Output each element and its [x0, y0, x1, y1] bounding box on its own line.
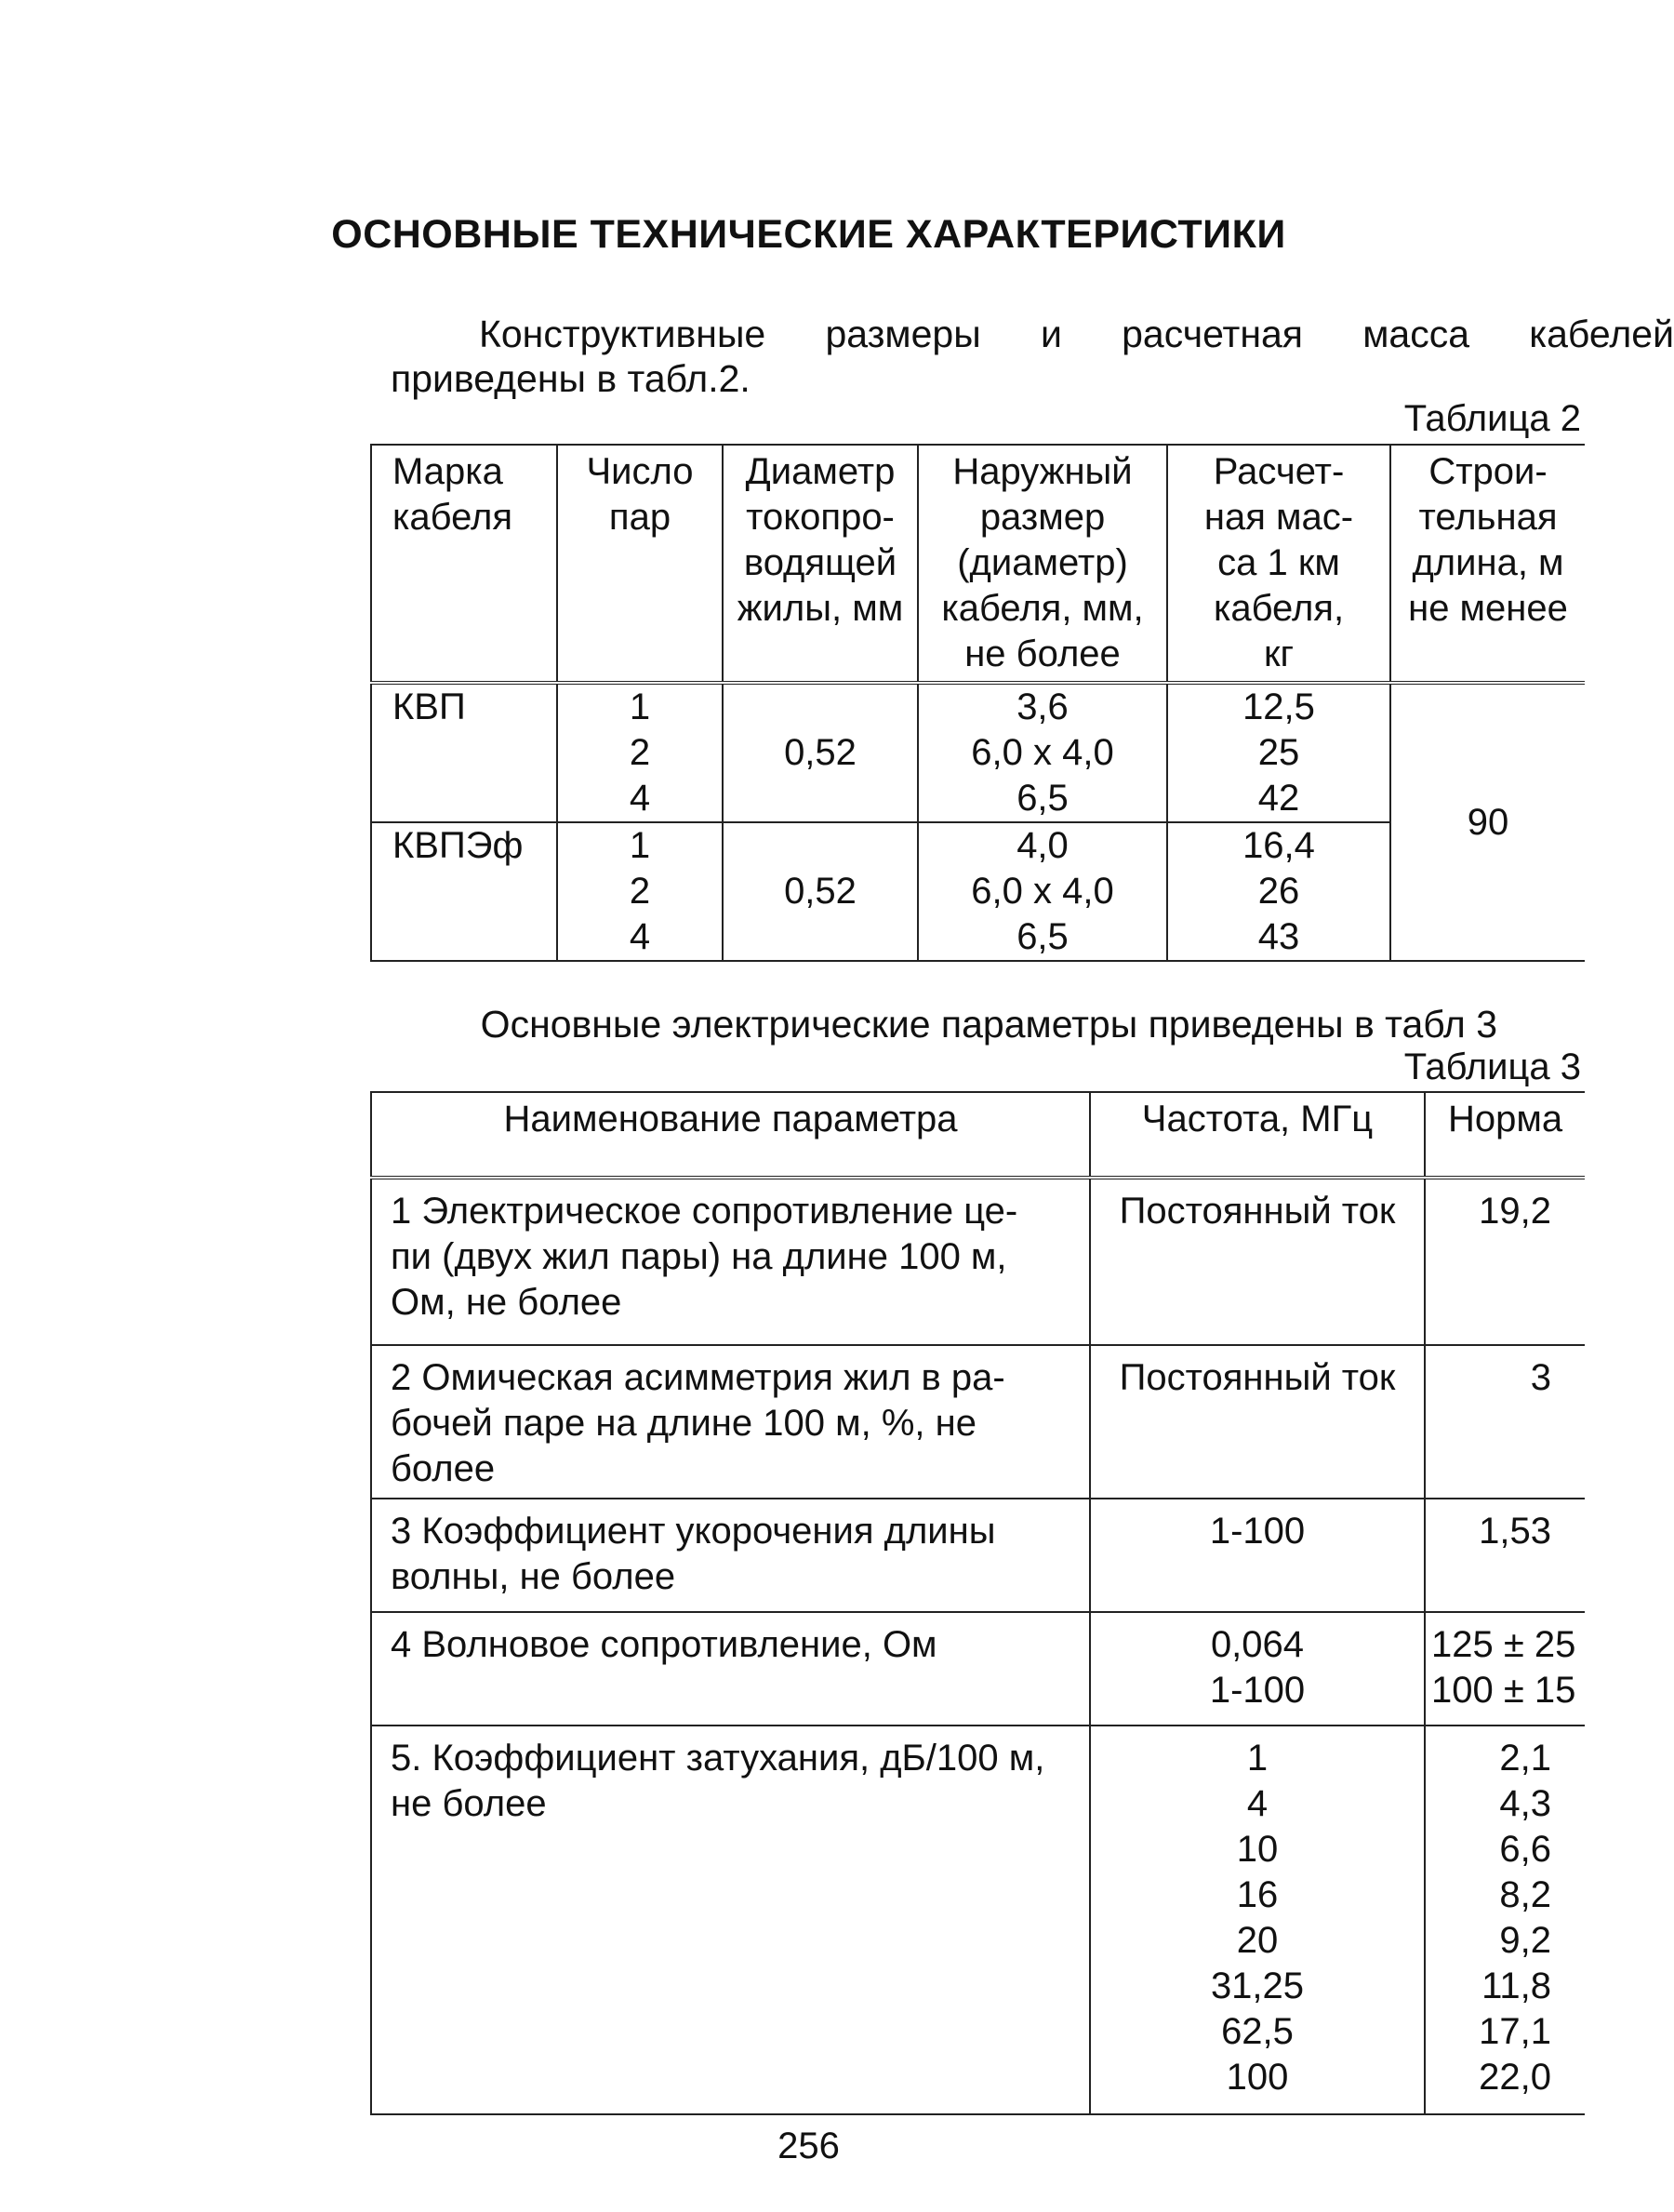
cell-mass: 16,4 26 43: [1167, 822, 1390, 961]
intro-word: расчетная: [1122, 313, 1303, 355]
intro-word: кабелей: [1529, 313, 1674, 355]
cell-frequency: Постоянный ток: [1090, 1345, 1425, 1499]
intro-word: и: [1040, 313, 1062, 355]
cell-frequency: 1 4 10 16 20 31,25 62,5 100: [1090, 1726, 1425, 2114]
cell-frequency: Постоянный ток: [1090, 1178, 1425, 1345]
cell-diameter: 0,52: [723, 683, 918, 822]
cell-outer-size: 3,6 6,0 х 4,0 6,5: [918, 683, 1167, 822]
cell-parameter-name: 3 Коэффициент укорочения длины волны, не более: [371, 1499, 1090, 1612]
header-build-length: Строи- тельная длина, м не менее: [1390, 445, 1585, 683]
intro-word: размеры: [825, 313, 981, 355]
cell-norm: 3: [1425, 1345, 1585, 1499]
cell-frequency: 1-100: [1090, 1499, 1425, 1612]
header-parameter-name: Наименование параметра: [371, 1092, 1090, 1178]
cell-norm: 1,53: [1425, 1499, 1585, 1612]
table2: [370, 444, 1585, 962]
intro-line-1: [479, 312, 1674, 356]
page-title: ОСНОВНЫЕ ТЕХНИЧЕСКИЕ ХАРАКТЕРИСТИКИ: [331, 212, 1286, 257]
cell-parameter-name: 2 Омическая асимметрия жил в ра- бочей паре на длине 100 м, %, не более: [371, 1345, 1090, 1499]
electrical-paragraph: Основные электрические параметры приведены в табл 3: [480, 1003, 1497, 1046]
cell-norm: 2,1 4,3 6,6 8,2 9,2 11,8 17,1 22,0: [1425, 1726, 1585, 2114]
header-diameter: Диаметр токопро- водящей жилы, мм: [723, 445, 918, 683]
header-outer-size: Наружный размер (диаметр) кабеля, мм, не более: [918, 445, 1167, 683]
cell-mark: КВПЭф: [371, 822, 557, 961]
cell-outer-size: 4,0 6,0 х 4,0 6,5: [918, 822, 1167, 961]
table-row: [371, 1345, 1585, 1499]
header-frequency: Частота, МГц: [1090, 1092, 1425, 1178]
intro-word: Конструктивные: [479, 313, 766, 355]
cell-parameter-name: 1 Электрическое сопротивление це- пи (двух жил пары) на длине 100 м, Ом, не более: [371, 1178, 1090, 1345]
intro-paragraph: [391, 312, 1674, 401]
header-mark: Марка кабеля: [371, 445, 557, 683]
header-pairs: Число пар: [557, 445, 723, 683]
table-row: [371, 1726, 1585, 2114]
table2-caption: Таблица 2: [1403, 398, 1581, 439]
cell-parameter-name: 4 Волновое сопротивление, Ом: [371, 1612, 1090, 1726]
table3-caption: Таблица 3: [1403, 1046, 1581, 1087]
cell-mark: КВП: [371, 683, 557, 822]
cell-mass: 12,5 25 42: [1167, 683, 1390, 822]
cell-norm: 125 ± 25 100 ± 15: [1425, 1612, 1585, 1726]
cell-pairs: 1 2 4: [557, 822, 723, 961]
table-row: [371, 1499, 1585, 1612]
header-mass: Расчет- ная мас- са 1 км кабеля, кг: [1167, 445, 1390, 683]
header-norm: Норма: [1425, 1092, 1585, 1178]
cell-build-length: 90: [1390, 683, 1585, 961]
table3-header-row: [371, 1092, 1585, 1178]
table-row: [371, 1178, 1585, 1345]
intro-word: масса: [1362, 313, 1470, 355]
table-row: [371, 683, 1585, 822]
cell-frequency: 0,064 1-100: [1090, 1612, 1425, 1726]
page-number: 256: [777, 2125, 840, 2166]
cell-norm: 19,2: [1425, 1178, 1585, 1345]
table3: [370, 1091, 1585, 2115]
intro-line-2: приведены в табл.2.: [391, 357, 751, 400]
cell-diameter: 0,52: [723, 822, 918, 961]
table2-header-row: [371, 445, 1585, 683]
table-row: [371, 1612, 1585, 1726]
cell-pairs: 1 2 4: [557, 683, 723, 822]
cell-parameter-name: 5. Коэффициент затухания, дБ/100 м, не более: [371, 1726, 1090, 2114]
